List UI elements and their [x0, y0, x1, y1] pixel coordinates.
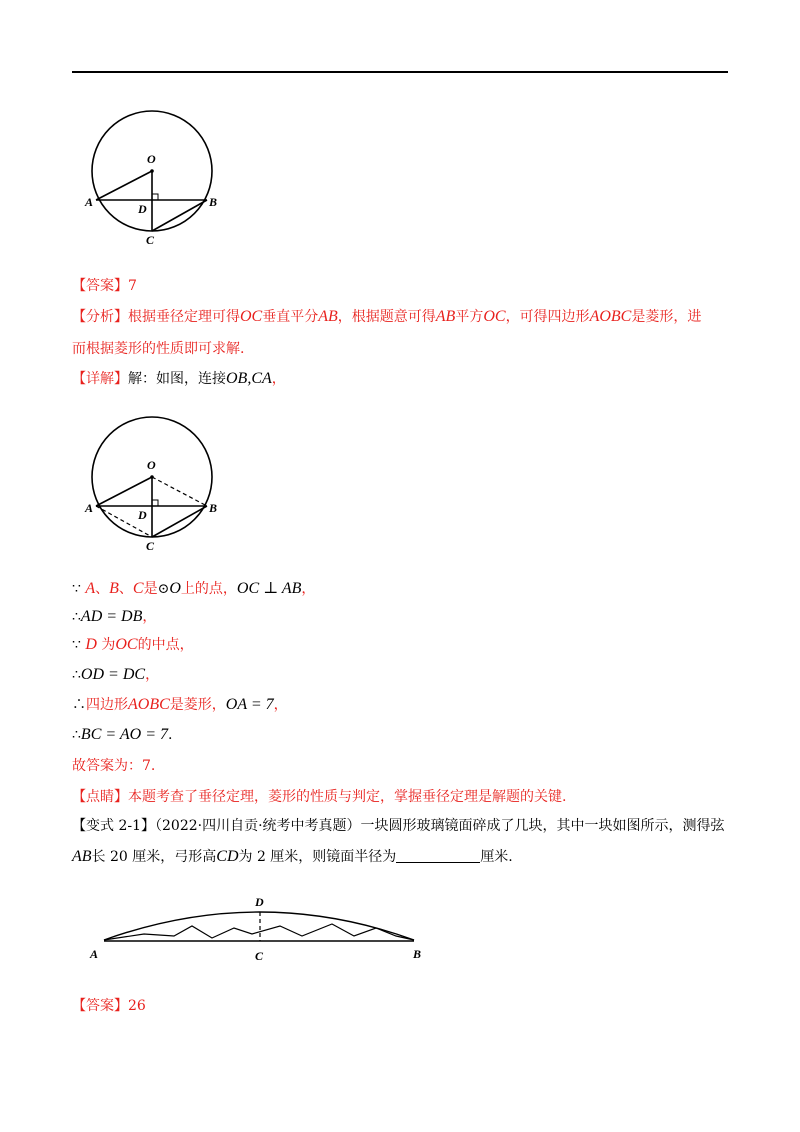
variant-line-2: AB长 20 厘米，弓形高CD为 2 厘米，则镜面半径为 厘米.: [72, 848, 513, 865]
answer-blank: [396, 848, 480, 863]
figure-circle-1: [80, 96, 230, 256]
step-1: ∵ A、B、C是⊙O上的点，OC ⊥ AB，: [72, 580, 316, 597]
analysis-line-2: 而根据菱形的性质即可求解.: [72, 341, 245, 357]
label-O: O: [147, 458, 156, 472]
label-D: D: [138, 508, 147, 522]
label-O: O: [147, 152, 156, 166]
step-2: ∴AD = DB，: [72, 608, 157, 625]
step1-seg-5: 是: [143, 581, 158, 597]
label-C: C: [146, 233, 155, 247]
conclusion: 故答案为：7.: [72, 758, 156, 774]
answer-line-2: 【答案】26: [72, 998, 146, 1014]
label-B: B: [209, 195, 218, 209]
analysis-seg-5: AB: [435, 308, 456, 325]
label-B: B: [209, 501, 218, 515]
analysis-seg-7: OC: [483, 308, 506, 325]
answer-line-1: 【答案】7: [72, 278, 137, 294]
analysis-seg-3: AB: [318, 308, 338, 325]
step1-seg-4: C: [132, 580, 144, 597]
step-6: ∴BC = AO = 7.: [72, 726, 173, 743]
analysis-seg-1: OC: [240, 308, 263, 325]
label-D: D: [255, 895, 264, 909]
step-4: ∴OD = DC，: [72, 666, 160, 683]
analysis-seg-9: AOBC: [589, 308, 632, 325]
step-3: ∵ D 为OC的中点，: [72, 636, 194, 653]
label-C: C: [146, 539, 155, 553]
step1-seg-0: A: [85, 580, 96, 597]
step1-seg-2: B: [109, 580, 119, 597]
label-A: A: [90, 947, 99, 961]
analysis-seg-0: 根据垂径定理可得: [128, 309, 240, 325]
figure-glass-fragment: [84, 888, 434, 968]
label-A: A: [85, 195, 94, 209]
label-B: B: [413, 947, 422, 961]
figure-circle-2: [80, 402, 230, 562]
analysis-seg-6: 平方: [455, 309, 484, 325]
label-D: D: [138, 202, 147, 216]
label-A: A: [85, 501, 94, 515]
analysis-seg-4: ，根据题意可得: [337, 309, 436, 325]
comment-line: 【点睛】本题考查了垂径定理，菱形的性质与判定，掌握垂径定理是解题的关键.: [72, 789, 567, 805]
step1-seg-3: 、: [118, 581, 133, 597]
analysis-line-1: 【分析】根据垂径定理可得OC垂直平分AB，根据题意可得AB平方OC，可得四边形AOBC是菱形，进: [72, 308, 702, 325]
variant-line-1: 【变式 2-1】（2022·四川自贡·统考中考真题）一块圆形玻璃镜面碎成了几块，其中一块如图所示，测得弦: [72, 818, 725, 834]
analysis-seg-10: 是菱形，进: [631, 309, 702, 325]
step1-seg-1: 、: [95, 581, 110, 597]
analysis-seg-2: 垂直平分: [262, 309, 319, 325]
analysis-seg-8: ，可得四边形: [505, 309, 590, 325]
step-5: ∴四边形AOBC是菱形，OA = 7，: [72, 696, 288, 713]
detail-line: 【详解】解：如图，连接OB,CA，: [72, 370, 286, 387]
label-C: C: [255, 949, 264, 963]
header-rule: [72, 71, 728, 73]
